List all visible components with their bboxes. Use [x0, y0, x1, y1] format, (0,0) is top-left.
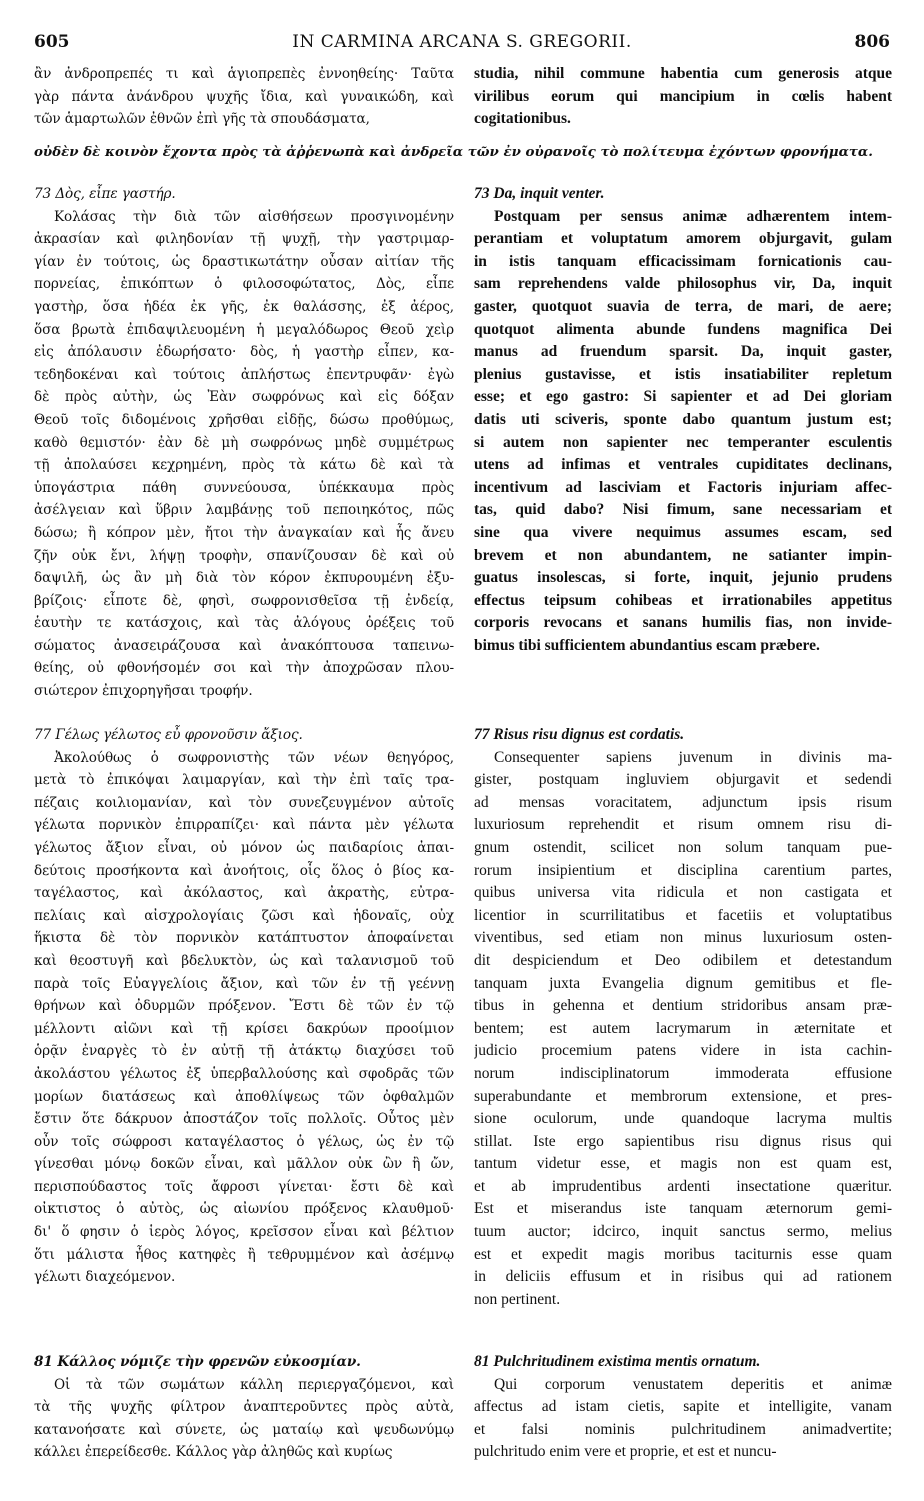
greek-heading-77: 77 Γέλως γέλωτος εὖ φρονοῦσιν ἄξιος. [34, 727, 303, 743]
text-line: non pertinent. [474, 1290, 561, 1308]
text-line: licentior in scurrilitatibus et facetiis et voluptatibus [474, 906, 892, 924]
text-line: effectus teipsum cohibeas et irrationabiles appetitus [474, 591, 892, 609]
text-line: tanquam juxta Evangelia dignum gemitibus et fle- [474, 974, 892, 992]
text-line: bentem; est autem lacrymarum in æternitate et [474, 1019, 892, 1037]
text-line: κατανοήσατε καὶ σύνετε, ὡς ματαίῳ καὶ ψευδωνύμῳ [34, 1421, 454, 1438]
text-line: rorum insipientium et disciplina carentium partes, [474, 861, 892, 879]
text-line: sine qua vivere nequimus assumes escam, sed [474, 523, 892, 541]
text-line: τὰ τῆς ψυχῆς φίλτρον ἀναπτεροῦντες πρὸς αὐτὰ, [34, 1399, 454, 1416]
text-line: tuum auctor; idcirco, inquit sanctus sermo, melius [474, 1223, 892, 1241]
text-line: ὅσα βρωτὰ ἐπιδαψιλευομένη ἡ μεγαλόδωρος Θεοῦ χεὶρ [34, 321, 454, 338]
text-line: τῇ ἀπολαύσει κεχρημένη, πρὸς τὰ κάτω δὲ καὶ τὰ [34, 457, 454, 474]
text-line: Postquam per sensus animæ adhærentem intem- [494, 207, 892, 225]
text-line: ὅτι μάλιστα ἦθος κατηφὲς ἢ τεθρυμμένον καὶ ἀσέμνῳ [34, 1246, 454, 1263]
greek-heading-81: 81 Κάλλος νόμιζε τὴν φρενῶν εὐκοσμίαν. [34, 1354, 361, 1370]
text-line: γὰρ πάντα ἀνάνδρου ψυχῆς ἴδια, καὶ γυναικώδη, καὶ [34, 88, 454, 105]
text-line: et falsi nominis pulchritudinem animadvertite; [474, 1420, 892, 1438]
text-line: παρὰ τοῖς Εὐαγγελίοις ἄξιον, καὶ τῶν ἐν τῇ γεέννῃ [34, 975, 454, 992]
text-line: καθὸ θεμιστόν· ἐὰν δὲ μὴ σωφρόνως μηδὲ συμμέτρως [34, 434, 454, 451]
text-line: καὶ θεοστυγῆ καὶ βδελυκτὸν, ὡς καὶ ταλανισμοῦ τοῦ [34, 952, 454, 969]
latin-section-73 [474, 183, 892, 657]
text-line: ταγέλαστος, καὶ ἀκόλαστος, καὶ ἀκρατὴς, εὐτρα- [34, 885, 454, 902]
text-line: bimus tibi sufficientem abundantius escam præbere. [474, 636, 820, 654]
text-line: περισπούδαστος τοῖς ἄφροσι γίνεται· ἔστι δὲ καὶ [34, 1178, 454, 1195]
text-line: datis uti sciveris, sponte dabo quantum justum est; [474, 410, 892, 428]
text-line: manus ad fruendum sparsit. Da, inquit gaster, [474, 343, 892, 361]
text-line: κάλλει ἐπερείδεσθε. Κάλλος γὰρ ἀληθῶς καὶ κυρίως [34, 1444, 393, 1461]
text-line: ἂν ἀνδροπρεπές τι καὶ ἁγιοπρεπὲς ἐννοηθείης· Ταῦτα [34, 66, 454, 82]
latin-section-77 [474, 724, 892, 1311]
greek-text-73 [34, 206, 454, 703]
text-line: utens ad infimas et ventrales cupiditates declinans, [474, 456, 892, 474]
text-line: γίνεσθαι μόνῳ δοκῶν εἶναι, καὶ μᾶλλον οὐκ ὢν ἢ ὤν, [34, 1156, 454, 1173]
text-line: tantum videtur esse, et magis non est quam est, [474, 1155, 892, 1173]
text-line: εἰς ἀπόλαυσιν ἐδωρήσατο· δὸς, ἡ γαστὴρ εἶπεν, κα- [34, 344, 454, 361]
text-line: ἀκρασίαν καὶ φιληδονίαν τῇ ψυχῇ, τὴν γαστριμαρ- [34, 231, 454, 248]
text-line: πελίαις καὶ αἰσχρολογίαις ζῶσι καὶ ἡδοναῖς, οὐχ [34, 907, 454, 924]
latin-heading-81: 81 Pulchritudinem existima mentis ornatum. [474, 1353, 761, 1370]
text-line: sione oculorum, unde quandoque lacryma multis [474, 1110, 892, 1128]
greek-section-77 [34, 724, 454, 1289]
text-line: δαψιλῆ, ὡς ἂν μὴ διὰ τὸν κόρον ἐκπυρουμένη ἐξυ- [34, 570, 454, 587]
text-line: θρήνων καὶ ὀδυρμῶν πρόξενον. Ἔστι δὲ τῶν ἐν τῷ [34, 998, 454, 1015]
text-line: ἔστιν ὅτε δάκρυον ἀποστάζον τοῖς πολλοῖς. Οὗτος μὲν [34, 1111, 454, 1128]
text-line: et ab imprudentibus ardenti insectatione quæritur. [474, 1177, 892, 1195]
text-line: οὖν τοῖς σώφροσι καταγέλαστος ὁ γέλως, ὡς ἐν τῷ [34, 1133, 454, 1150]
text-line: judicio procemium patens videre in ista cachin- [474, 1042, 892, 1060]
text-line: οἰκτιστος ὁ αὐτὸς, ὡς αἰωνίου πρόξενος κλαυθμοῦ· [34, 1201, 454, 1218]
text-line: ἑαυτὴν τε κατάσχοις, καὶ τὰς ἀλόγους ὀρέξεις τοῦ [34, 615, 454, 632]
text-line: γαστὴρ, ὅσα ἡδέα ἐκ γῆς, ἐκ θαλάσσης, ἐξ ἀέρος, [34, 298, 454, 315]
text-line: in deliciis effusum et in risibus qui ad rationem [474, 1268, 892, 1286]
text-line: quibus universa vita ridicula et non castigata et [474, 884, 892, 902]
greek-section-73 [34, 183, 454, 703]
text-line: si autem non sapienter nec temperanter esculentis [474, 433, 892, 451]
text-line: perantiam et voluptatum amorem objurgavit, gulam [474, 230, 892, 248]
text-line: μέλλοντι αἰῶνι καὶ τῇ κρίσει δακρύων προοίμιον [34, 1020, 454, 1037]
text-line: Θεοῦ τοῖς διδομένοις χρῆσθαι εἰδῇς, δώσω προθύμως, [34, 411, 454, 428]
text-line: ἥκιστα δὲ τὸν πορνικὸν κατάπτυστον ἀποφαίνεται [34, 930, 454, 947]
text-line: ζῆν οὐκ ἔνι, λήψῃ τροφὴν, σπανίζουσαν δὲ καὶ οὐ [34, 547, 454, 564]
text-line: esse; et ego gastro: Si sapienter et ad Dei gloriam [474, 388, 892, 406]
text-line: cogitationibus. [474, 110, 571, 128]
latin-text-81 [474, 1374, 892, 1464]
text-line: tibus in gehenna et dentium stridoribus ansam præ- [474, 997, 892, 1015]
text-line: τῶν ἁμαρτωλῶν ἐθνῶν ἐπὶ γῆς τὰ σπουδάσματα, [34, 111, 370, 128]
greek-text-77 [34, 747, 454, 1289]
latin-text-73 [474, 206, 892, 658]
text-line: ἀσέλγειαν καὶ ὕβριν λαμβάνῃς τοῦ πεποιηκότος, πῶς [34, 502, 454, 519]
text-line: pulchritudo enim vere et proprie, et est et nuncu- [474, 1443, 777, 1461]
text-line: σιώτερον ἐπιχορηγῆσαι τροφήν. [34, 683, 253, 700]
text-line: Consequenter sapiens juvenum in divinis ma- [494, 748, 892, 766]
page-number-right: 806 [854, 32, 890, 52]
greek-continuation-wide-line: οὐδὲν δὲ κοινὸν ἔχοντα πρὸς τὰ ἀῤῥενωπὰ καὶ ἀνδρεῖα τῶν ἐν οὐρανοῖς τὸ πολίτευμα ἐχόντων φρονήματα. [34, 144, 873, 160]
text-line: affectus ad istam cietis, sapite et intelligite, vanam [474, 1398, 892, 1416]
text-line: Est et miserandus iste tanquam æternorum gemi- [474, 1200, 892, 1218]
text-line: studia, nihil commune habentia cum generosis atque [474, 65, 892, 82]
text-line: gister, postquam ingluviem objurgavit et sedendi [474, 771, 892, 789]
latin-heading-73: 73 Da, inquit venter. [474, 185, 605, 202]
text-line: πέζαις κοιλιομανίαν, καὶ τὸν συνεζευγμένον αὐτοῖς [34, 794, 454, 811]
text-line: gnum ostendit, scilicet non solum tanquam pue- [474, 838, 892, 856]
running-title: IN CARMINA ARCANA S. GREGORII. [292, 32, 632, 52]
greek-section-81 [34, 1351, 454, 1464]
text-line: gaster, quotquot suavia de terra, de mari, de aere; [474, 297, 892, 315]
page-number-left: 605 [34, 32, 70, 52]
latin-text-77 [474, 747, 892, 1312]
text-line: γέλωτι διαχεόμενον. [34, 1269, 176, 1286]
text-line: ὑπογάστρια πάθη συννεύουσα, ὑπέκκαυμα πρὸς [34, 479, 454, 496]
text-line: virilibus eorum qui mancipium in cœlis habent [474, 87, 892, 105]
greek-text-81 [34, 1374, 454, 1464]
text-line: plenius gustavisse, et istis insatiabiliter repletum [474, 365, 892, 383]
greek-heading-73: 73 Δὸς, εἶπε γαστήρ. [34, 186, 176, 202]
text-line: μετὰ τὸ ἐπικόψαι λαιμαργίαν, καὶ τὴν ἐπὶ ταῖς τρα- [34, 772, 454, 789]
text-line: γέλωτος ἄξιον εἶναι, οὐ μόνον ὡς παιδαρίοις ἀπαι- [34, 839, 454, 856]
text-line: δώσω; ἢ κόπρον μὲν, ἤτοι τὴν ἀναγκαίαν καὶ ἧς ἄνευ [34, 524, 454, 541]
text-line: Κολάσας τὴν διὰ τῶν αἰσθήσεων προσγινομένην [54, 208, 454, 225]
text-line: δι' ὅ φησιν ὁ ἱερὸς λόγος, κρεῖσσον εἶναι καὶ βέλτιον [34, 1224, 454, 1241]
text-line: brevem et non abundantem, ne satianter impin- [474, 546, 892, 564]
text-line: δεύτοις προσήκοντα καὶ ἀνοήτοις, οἷς ὅλος ὁ βίος κα- [34, 862, 454, 879]
text-line: sam reprehendens valde philosophus vir, Da, inquit [474, 275, 892, 293]
text-line: norum indisciplinatorum immoderata effusione [474, 1064, 892, 1082]
text-line: τεδηδοκέναι καὶ τούτοις ἀπλήστως ἐπεντρυφᾶν· ἐγὼ [34, 366, 454, 383]
text-line: Οἱ τὰ τῶν σωμάτων κάλλη περιεργαζόμενοι, καὶ [54, 1376, 454, 1393]
text-line: βρίζοις· εἶποτε δὲ, φησὶ, σωφρονισθεῖσα τῇ ἐνδείᾳ, [34, 592, 454, 609]
text-line: viventibus, sed etiam non minus luxuriosum osten- [474, 929, 892, 947]
text-line: μορίων διατάσεως καὶ ἀποθλίψεως τῶν ὀφθαλμῶν [34, 1088, 454, 1105]
text-line: ad mensas voracitatem, adjunctum ipsis risum [474, 793, 892, 811]
running-header [34, 32, 890, 56]
text-line: tas, quid dabo? Nisi fimum, sane necessariam et [474, 501, 892, 519]
latin-continuation [474, 63, 892, 131]
text-line: ὁρᾷν ἐναργὲς τὸ ἐν αὐτῇ τῇ ἀτάκτῳ διαχύσει τοῦ [34, 1043, 454, 1060]
latin-section-81 [474, 1351, 892, 1464]
text-line: γίαν ἐν τούτοις, ὡς δραστικωτάτην οὖσαν αἰτίαν τῆς [34, 253, 454, 270]
text-line: guatus insolescas, si forte, inquit, jejunio prudens [474, 569, 892, 587]
text-line: δὲ πρὸς αὐτὴν, ὡς Ἐὰν σωφρόνως καὶ εἰς δόξαν [34, 389, 454, 406]
latin-heading-77: 77 Risus risu dignus est cordatis. [474, 726, 685, 743]
text-line: θείης, οὐ φθονήσομέν σοι καὶ τὴν ἀποχρῶσαν πλου- [34, 660, 454, 677]
greek-continuation [34, 63, 454, 131]
text-line: in istis tanquam efficacissimam fornicationis cau- [474, 252, 892, 270]
text-line: est et expedit magis moribus taciturnis esse quam [474, 1245, 892, 1263]
text-line: luxuriosum reprehendit et risum omnem risu di- [474, 816, 892, 834]
text-line: stillat. Iste ergo sapientibus risu dignus risus qui [474, 1132, 892, 1150]
text-line: γέλωτα πορνικὸν ἐπιρραπίζει· καὶ πάντα μὲν γέλωτα [34, 817, 454, 834]
text-line: superabundante et membrorum extensione, et pres- [474, 1087, 892, 1105]
text-line: Qui corporum venustatem deperitis et animæ [494, 1375, 892, 1393]
text-line: σώματος ἀνασειράζουσα καὶ ἀνακόπτουσα ταπεινω- [34, 637, 454, 654]
text-line: incentivum ad lasciviam et Factoris injuriam affec- [474, 478, 892, 496]
text-line: Ἀκολούθως ὁ σωφρονιστὴς τῶν νέων θεηγόρος, [54, 749, 454, 766]
text-line: corporis revocans et sanans humilis fias, non invide- [474, 614, 892, 632]
text-line: πορνείας, ἐπικόπτων ὁ φιλοσοφώτατος, Δὸς, εἶπε [34, 276, 454, 293]
text-line: dit despiciendum et Deo odibilem et detestandum [474, 951, 892, 969]
text-line: ἀκολάστου γέλωτος ἐξ ὑπερβαλλούσης καὶ σφοδρᾶς τῶν [34, 1065, 454, 1082]
text-line: quotquot alimenta abunde fundens magnifica Dei [474, 320, 892, 338]
